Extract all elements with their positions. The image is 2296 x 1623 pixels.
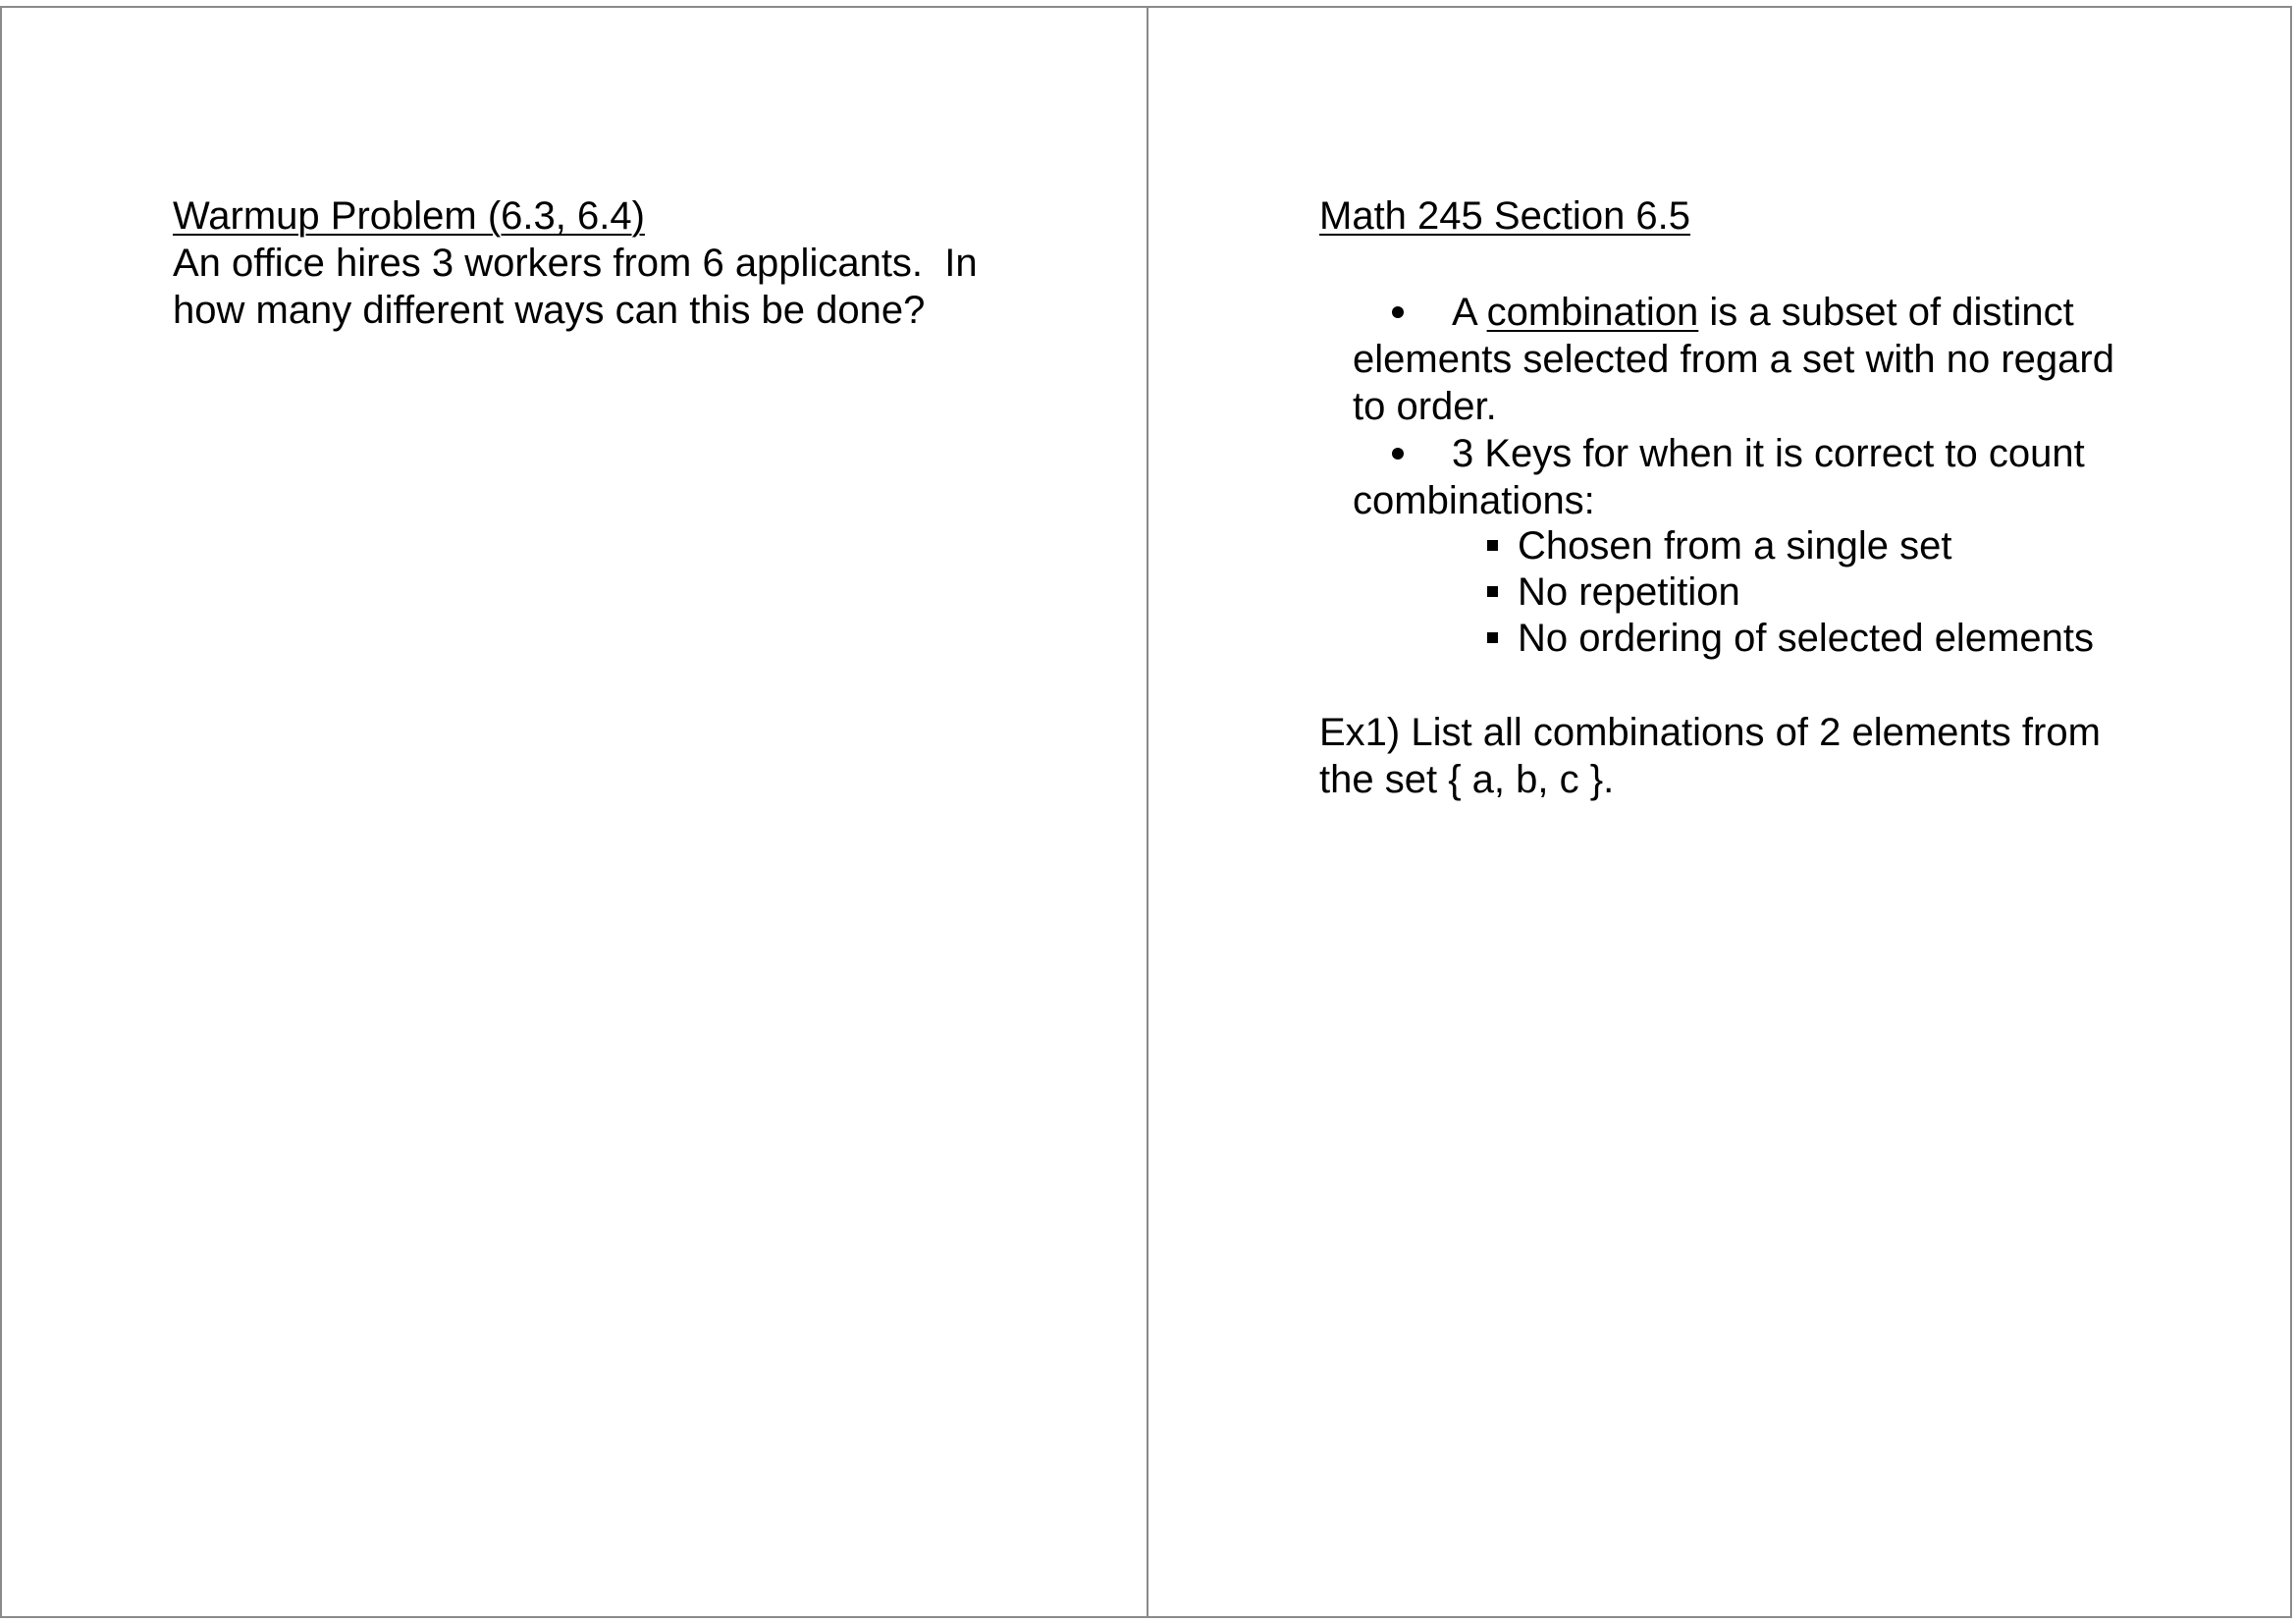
bullet-dot-2: [1392, 448, 1404, 460]
bullet-1-line-3: to order.: [1353, 385, 1497, 428]
sub-bullet-2: No repetition: [1518, 570, 1740, 614]
sub-bullet-square-2: [1487, 586, 1498, 597]
bullet-1-prefix: A: [1452, 291, 1487, 334]
bullet-2-line-1: 3 Keys for when it is correct to count: [1452, 432, 2085, 475]
bullet-1-line-2: elements selected from a set with no regard: [1353, 338, 2114, 381]
example-line-1: Ex1) List all combinations of 2 elements from: [1319, 711, 2101, 754]
sub-bullet-3: No ordering of selected elements: [1518, 617, 2094, 660]
bullet-1-suffix: is a subset of distinct: [1698, 291, 2074, 334]
warmup-problem-line-2: how many different ways can this be done?: [173, 289, 926, 332]
combination-term: combination: [1486, 291, 1699, 334]
sub-bullet-square-3: [1487, 632, 1498, 643]
example-line-2: the set { a, b, c }.: [1319, 758, 1615, 801]
section-title: Math 245 Section 6.5: [1319, 194, 1691, 238]
bullet-1-line-1: [1452, 289, 2074, 336]
warmup-problem-line-1: An office hires 3 workers from 6 applicants. In: [173, 242, 978, 285]
bullet-dot-1: [1392, 306, 1404, 318]
bullet-2-line-2: combinations:: [1353, 479, 1595, 522]
page-divider: [1147, 6, 1148, 1618]
sub-bullet-1: Chosen from a single set: [1518, 524, 1952, 568]
sub-bullet-square-1: [1487, 540, 1498, 551]
warmup-title: Warmup Problem (6.3, 6.4): [173, 194, 645, 238]
